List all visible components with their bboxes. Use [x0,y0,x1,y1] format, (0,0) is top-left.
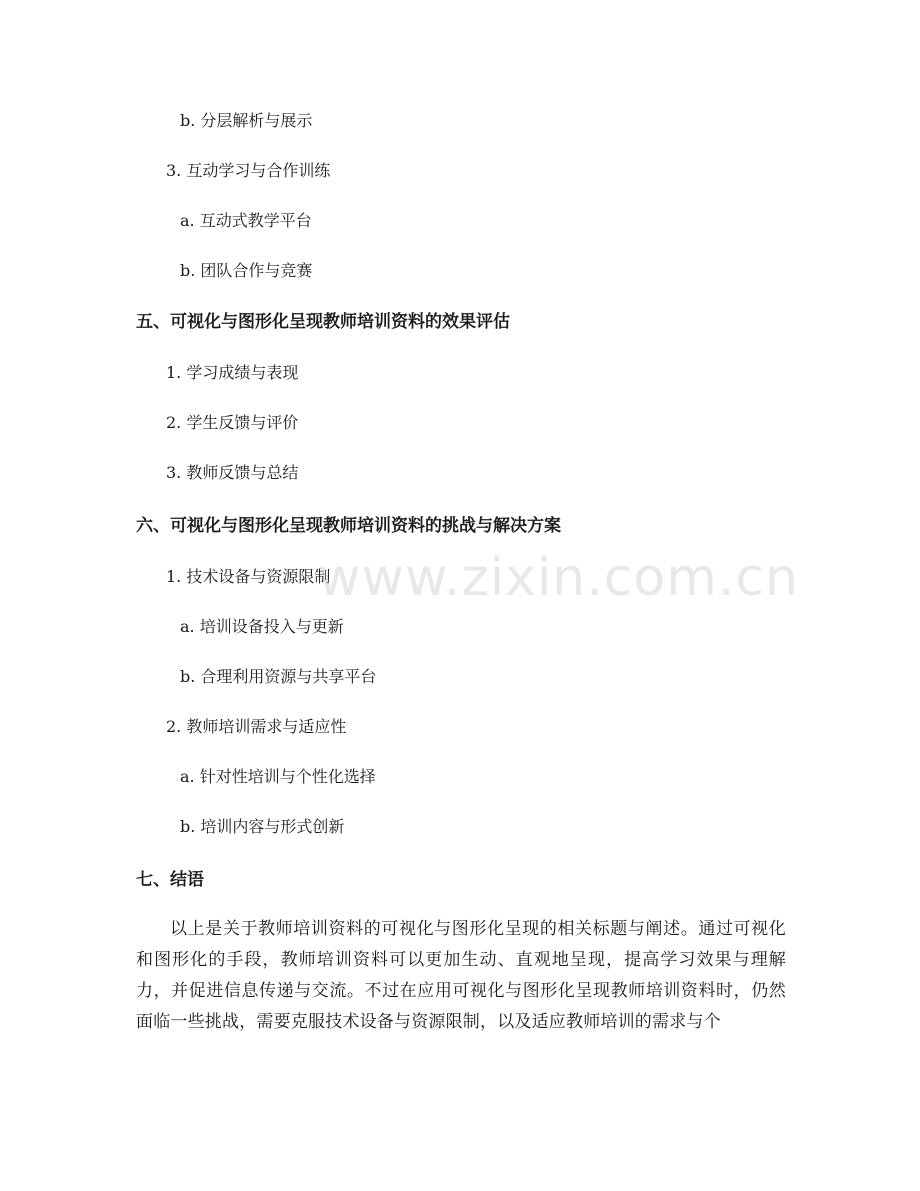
list-item-layered-display: b. 分层解析与展示 [180,111,313,130]
section-seven-heading: 七、结语 [136,870,204,890]
list-item-grades: 1. 学习成绩与表现 [166,363,299,382]
list-item-content-innovation: b. 培训内容与形式创新 [180,817,345,836]
list-item-training-needs: 2. 教师培训需求与适应性 [166,717,347,736]
list-item-equipment: a. 培训设备投入与更新 [180,617,344,636]
section-six-heading: 六、可视化与图形化呈现教师培训资料的挑战与解决方案 [136,516,561,536]
list-item-student-feedback: 2. 学生反馈与评价 [166,413,299,432]
section-five-heading: 五、可视化与图形化呈现教师培训资料的效果评估 [136,312,510,332]
list-item-team-competition: b. 团队合作与竞赛 [180,261,313,280]
conclusion-paragraph: 以上是关于教师培训资料的可视化与图形化呈现的相关标题与阐述。通过可视化和图形化的手段，教师培训资料可以更加生动、直观地呈现，提高学习效果与理解力，并促进信息传递与交流。不过在应用可视化与图形化呈现教师培训资料时，仍然面临一些挑战，需要克服技术设备与资源限制，以及适应教师培训的需求与个 [136,919,786,1032]
list-item-teacher-feedback: 3. 教师反馈与总结 [166,463,299,482]
list-item-interactive-learning: 3. 互动学习与合作训练 [166,161,331,180]
list-item-targeted-training: a. 针对性培训与个性化选择 [180,767,376,786]
list-item-tech-limits: 1. 技术设备与资源限制 [166,567,331,586]
list-item-interactive-platform: a. 互动式教学平台 [180,211,312,230]
watermark-text: www.zixin.com.cn [318,548,799,608]
list-item-resource-sharing: b. 合理利用资源与共享平台 [180,667,377,686]
